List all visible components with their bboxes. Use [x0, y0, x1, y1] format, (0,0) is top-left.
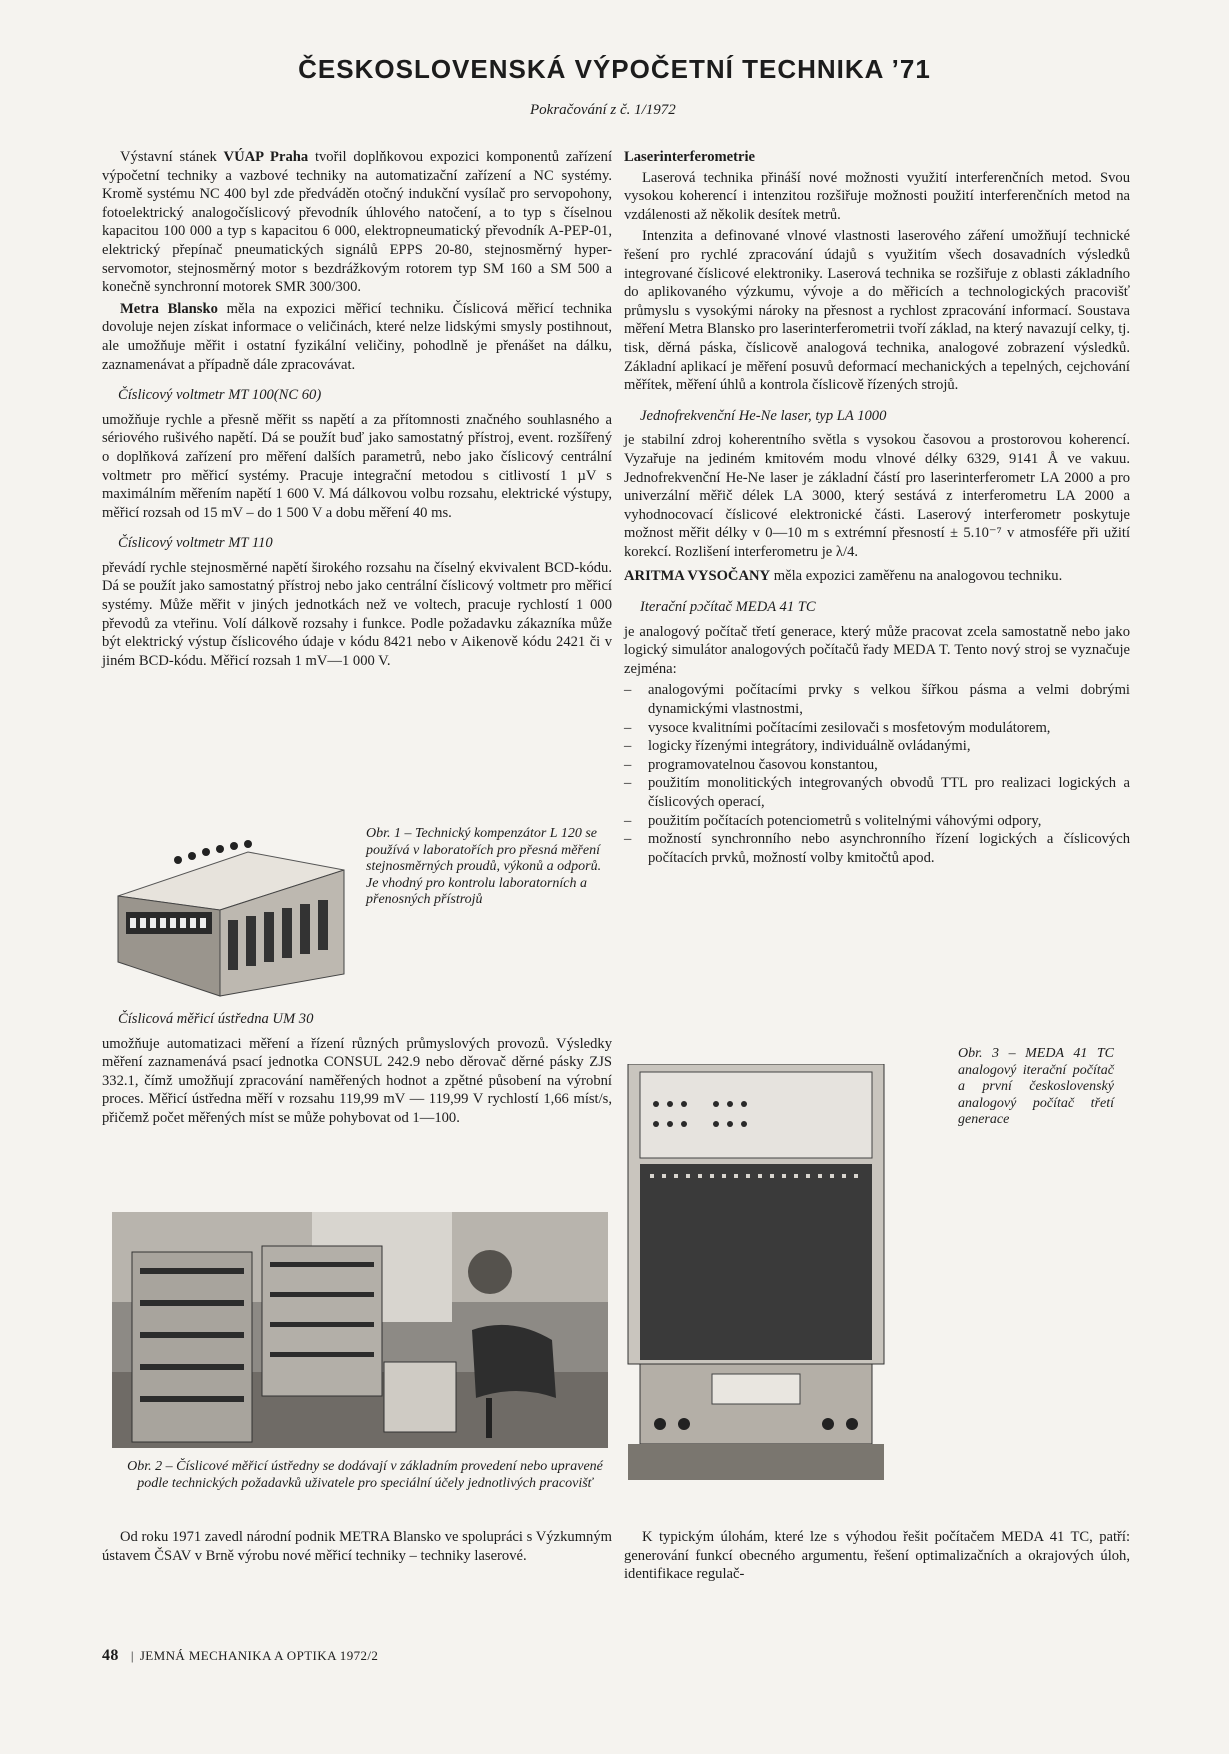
article-title: ČESKOSLOVENSKÁ VÝPOČETNÍ TECHNIKA ’71 — [298, 54, 931, 84]
paragraph-meda-tasks: K typickým úlohám, které lze s výhodou řešit počítačem MEDA 41 TC, patří: generování funkcí obecného argumentu, řešení optimalizačních a okrajových úloh, identifikace regulač- — [624, 1529, 1130, 1583]
figure-1-photo — [108, 832, 356, 1000]
left-column-lower — [102, 1010, 612, 1131]
paragraph-um30: umožňuje automatizaci měření a řízení různých průmyslových provozů. Výsledky měření zaznamenává psací jednotka CONSUL 242.9 nebo děrovač děrné pásky ZJS 332.1, čímž umožňují zpracování naměřených hodnot a zpětné působení na výrobní proces. Měřicí ústředna měří v rozsahu 119,99 mV — 119,99 V rychlostí 1,66 míst/s, přičemž počet měřených míst se může pohybovat od 1—100. — [102, 1035, 612, 1126]
paragraph-metra-laser: Od roku 1971 zavedl národní podnik METRA Blansko ve spolupráci s Výzkumným ústavem ČSAV v Brně výrobu nové měřicí techniky – techniky laserové. — [102, 1529, 612, 1564]
paragraph-laser-1: Laserová technika přináší nové možnosti využití interferenčních metod. Svou vysokou koherencí i intenzitou rozšiřuje možnosti použití interferenčních metod na vzdálenosti až několik desítek metrů. — [624, 169, 1130, 223]
list-item: – logicky řízenými integrátory, individuálně ovládanými, — [624, 737, 1130, 756]
paragraph-mt100: umožňuje rychle a přesně měřit ss napětí a za přítomnosti značného souhlasného a sériového rušivého napětí. Dá se použít buď jako samostatný přístroj, event. rozšířený o doplňková zařízení pro měření dalších parametrů, nebo jako číslicový centrální voltmetr pro měřicí systémy. Pracuje integrační metodou s citlivostí 1 µV s maximálním měřením napětí 1 600 V. Má dálkovou volbu rozsahu, elektrické výstupy, měřicí rozsah od 15 mV – do 1 500 V a dobu měření 40 ms. — [102, 411, 612, 521]
paragraph-metra: Metra Blansko měla na expozici měřicí techniku. Číslicová měřicí technika dovoluje nejen získat informace o veličinách, které nelze lidskými smysly postihnout, ale umožňuje měřit i ostatní fyzikální veličiny, pohodlně je přenášet na dálku, zaznamenávat a případně dále zpracovávat. — [102, 300, 612, 373]
subheading-meda: Iterační pɔčítač MEDA 41 TC — [640, 599, 816, 616]
paragraph-laser-2: Intenzita a definované vlnové vlastnosti laserového záření umožňují technické řešení pro rychlé zpracování údajů s využitím všech dosavadních výsledků integrované číslicové elektroniky. Laserová technika se rozšiřuje z oblasti základního do aplikovaného výzkumu, vývoje a do měřicích a technologických pracovišť průmyslu s vysokými nároky na přesnost a rychlost zpracování informací. Soustava měření Metra Blansko pro laserinterferometrii tvoří základ, na který navazují celky, tj. tisk, děrná páska, číslicově analogová technika, analogové zobrazení výsledků. Základní aplikací je měření posuvů deformací mechanických a tepelných, cejchování měřítek, měření úhlů a kontrola číslicově řízených strojů. — [624, 228, 1130, 394]
paragraph-mt110: převádí rychle stejnosměrné napětí širokého rozsahu na číselný ekvivalent BCD-kódu. Dá se použít jako samostatný přístroj nebo jako centrální číslicový voltmetr pro měřicí systémy. Může měřit v jiných jednotkách než ve voltech, pracuje rychlostí 1 000 převodů za vteřinu. Volí dálkově rozsahy i funkce. Podle požadavku zákazníka může být elektrický výstup číslicového údaje v kódu 8421 nebo v Aikenově kódu 2421 či v jiném BCD-kódu. Měřicí rozsah 1 mV—1 000 V. — [102, 559, 612, 669]
right-column — [624, 148, 1130, 867]
lead-metra: Metra Blansko — [120, 300, 218, 317]
figure-3-photo — [620, 1064, 892, 1484]
left-column — [102, 148, 612, 673]
feature-list — [624, 681, 1130, 867]
page-number: 48 — [102, 1647, 119, 1664]
paragraph-la1000: je stabilní zdroj koherentního světla s vysokou časovou a prostorovou koherencí. Vyzařuje na jediném kmitovém modu vlnové délky 6329, 9141 Å ve vakuu. Jednofrekvenční He-Ne laser je základní částí pro laserinterferometr LA 2000 a pro univerzální měřič délek LA 3000, který sestává z interferometru LA 2000 a vyhodnocovací číslicové elektronické části. Laserový interferometr poskytuje možnost měřit délky v 0—10 m s extrémní přesností ± 5.10⁻⁷ v atmosféře při užití korekcí. Rozlišení interferometru je λ/4. — [624, 432, 1130, 560]
list-item: – programovatelnou časovou konstantou, — [624, 756, 1130, 775]
list-item: – možností synchronního nebo asynchronního řízení logických a číslicových počítacích prvků, možností volby kmitočtů apod. — [624, 830, 1130, 867]
paragraph-aritma: ARITMA VYSOČANY měla expozici zaměřenu na analogovou techniku. — [624, 568, 1063, 585]
paragraph-vuap: Výstavní stánek VÚAP Praha tvořil doplňkovou expozici komponentů zařízení výpočetní techniky a vazbové techniky na automatizační zařízení a NC systémy. Kromě systému NC 400 byl zde předváděn otočný indukční vysílač pro servopohony, fotoelektrický analogočíslicový převodník úhlového natočení, a to typ s číselnou kapacitou 100 000 a typ s kapacitou 6 000, elektropneumatický převodník A-PEP-01, elektrický přepínač pneumatických signálů EPPS 20-80, stejnosměrný hyper-servomotor, stejnosměrný motor s bezdrážkovým rotorem typ SM 160 a SM 500 a konečně synchronní motorek SMR 300/300. — [102, 149, 613, 296]
heading-laserinterferometrie: Laserinterferometrie — [624, 149, 756, 165]
footer-separator: | — [130, 1648, 134, 1663]
bottom-left-text — [102, 1528, 612, 1565]
list-item: – analogovými počítacími prvky s velkou šířkou pásma a velmi dobrými dynamickými vlastnostmi, — [624, 681, 1130, 718]
caption-figure-1: Obr. 1 – Technický kompenzátor L 120 se používá v laboratořích pro přesná měření stejnosměrných proudů, výkonů a odporů. Je vhodný pro kontrolu laboratorních a přenosných přístrojů — [366, 826, 602, 907]
subheading-um30: Číslicová měřicí ústředna UM 30 — [118, 1011, 314, 1027]
subheading-la1000: Jednofrekvenční He-Ne laser, typ LA 1000 — [640, 407, 887, 424]
page-footer — [102, 1647, 378, 1665]
journal-name: JEMNÁ MECHANIKA A OPTIKA 1972/2 — [139, 1648, 379, 1663]
list-item: – vysoce kvalitními počítacími zesilovači s mosfetovým modulátorem, — [624, 719, 1130, 738]
subheading-mt100: Číslicový voltmetr MT 100(NC 60) — [118, 387, 322, 404]
paragraph-meda: je analogový počítač třetí generace, který může pracovat zcela samostatně nebo jako logický simulátor analogových počítačů řady MEDA T. Tento nový stroj se vyznačuje zejména: — [624, 623, 1130, 677]
list-item: – použitím monolitických integrovaných obvodů TTL pro realizaci logických a číslicových operací, — [624, 774, 1130, 811]
figure-2-photo — [112, 1212, 608, 1448]
lead-aritma: ARITMA VYSOČANY — [624, 568, 771, 585]
lead-vuap: VÚAP Praha — [223, 149, 309, 165]
bottom-right-text — [624, 1528, 1130, 1584]
subheading-mt110: Číslicový voltmetr MT 110 — [118, 535, 273, 552]
caption-figure-3: Obr. 3 – MEDA 41 TC analogový iterační počítač a první československý analogový počítač třetí generace — [958, 1046, 1114, 1127]
list-item: – použitím počítacích potenciometrů s volitelnými váhovými odpory, — [624, 812, 1130, 831]
continued-note: Pokračování z č. 1/1972 — [530, 102, 676, 118]
caption-figure-2: Obr. 2 – Číslicové měřicí ústředny se dodávají v základním provedení nebo upravené podle technických požadavků uživatele pro speciální účely jednotlivých pracovišť — [127, 1459, 603, 1491]
